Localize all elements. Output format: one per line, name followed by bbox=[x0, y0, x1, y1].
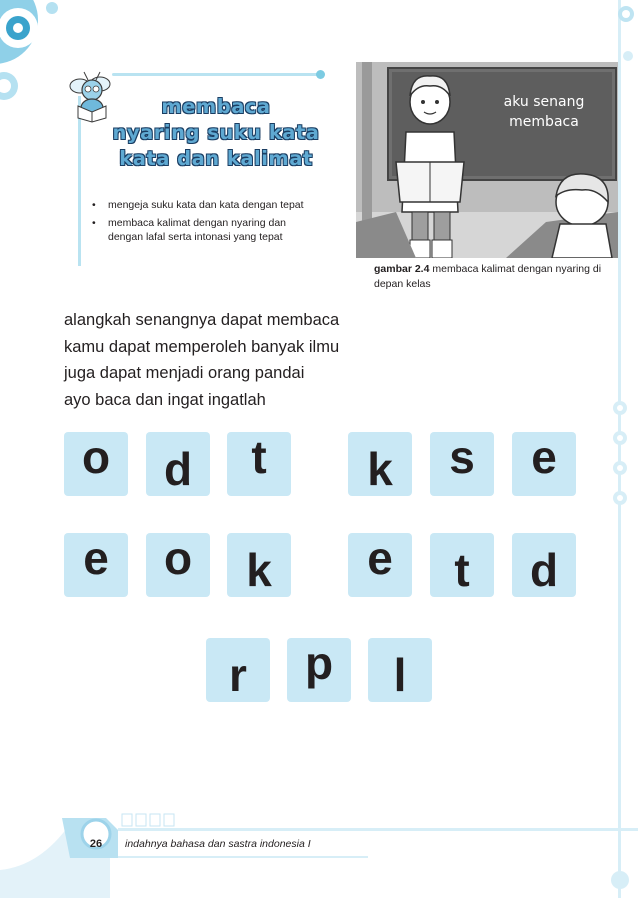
poem-line: alangkah senangnya dapat membaca bbox=[64, 311, 340, 329]
panel-title-line: nyaring suku kata bbox=[112, 121, 320, 144]
letter-tile bbox=[227, 432, 291, 496]
tile-letter: e bbox=[83, 532, 109, 584]
letter-tile bbox=[146, 432, 210, 496]
tile-letter: k bbox=[246, 544, 272, 596]
objective-item: • mengeja suku kata dan kata dengan tepat bbox=[92, 198, 320, 212]
poem-line: ayo baca dan ingat ingatlah bbox=[64, 390, 266, 409]
tile-letter: t bbox=[454, 544, 470, 596]
tile-letter: s bbox=[449, 431, 475, 483]
classroom-illustration bbox=[356, 62, 618, 258]
board-text: aku senang bbox=[503, 94, 585, 110]
letter-tile bbox=[64, 533, 128, 597]
tile-letter: o bbox=[81, 431, 111, 483]
poem-line: juga dapat menjadi orang pandai bbox=[64, 364, 305, 382]
panel-top-border bbox=[112, 73, 324, 76]
panel-title-line: membaca bbox=[161, 95, 271, 118]
letter-tile bbox=[512, 533, 576, 597]
tile-letter: e bbox=[531, 431, 557, 483]
poem bbox=[64, 307, 484, 413]
letter-tile bbox=[348, 533, 412, 597]
letter-tile bbox=[287, 638, 351, 702]
letter-tile bbox=[146, 533, 210, 597]
objective-item: • membaca kalimat dengan nyaring dan dengan lafal serta intonasi yang tepat bbox=[92, 216, 320, 244]
tile-letter: r bbox=[229, 649, 247, 701]
letter-tile bbox=[430, 432, 494, 496]
letter-tile bbox=[206, 638, 270, 702]
panel-title bbox=[100, 94, 332, 172]
tile-letter: e bbox=[367, 532, 393, 584]
letter-tile bbox=[64, 432, 128, 496]
letter-tile bbox=[348, 432, 412, 496]
tile-letter: p bbox=[304, 637, 334, 689]
tile-letter: d bbox=[529, 544, 559, 596]
figure-caption bbox=[374, 262, 614, 291]
tile-letter: t bbox=[251, 431, 267, 483]
letter-tile bbox=[512, 432, 576, 496]
poem-line: kamu dapat memperoleh banyak ilmu bbox=[64, 337, 340, 356]
caption-text: membaca kalimat dengan nyaring di depan kelas bbox=[374, 263, 602, 290]
letter-tile bbox=[430, 533, 494, 597]
objectives-list bbox=[92, 198, 320, 248]
caption-label: gambar 2.4 bbox=[374, 263, 430, 275]
panel-title-line: kata dan kalimat bbox=[119, 147, 313, 170]
letter-tile bbox=[368, 638, 432, 702]
letter-tile bbox=[227, 533, 291, 597]
board-text: membaca bbox=[509, 114, 579, 130]
tile-letter: o bbox=[163, 532, 193, 584]
panel-corner-dot bbox=[316, 70, 325, 79]
tile-letter: k bbox=[367, 443, 393, 495]
page-number: 26 bbox=[89, 838, 103, 850]
tile-letter: l bbox=[393, 649, 407, 701]
book-title: indahnya bahasa dan sastra indonesia I bbox=[125, 838, 311, 850]
tile-letter: d bbox=[163, 443, 193, 495]
